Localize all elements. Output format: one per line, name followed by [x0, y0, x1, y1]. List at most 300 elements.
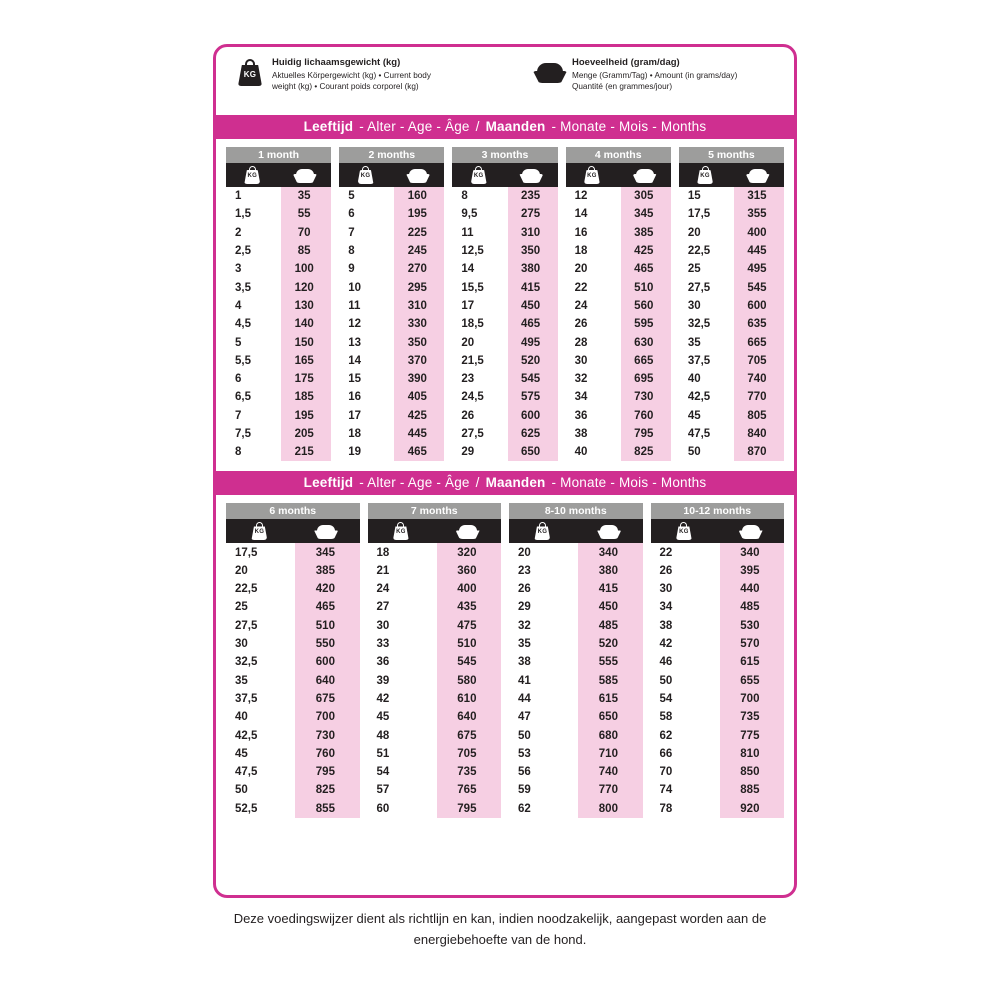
table-row: [509, 708, 643, 726]
amount-cell: 545: [508, 370, 558, 388]
amount-cell: 650: [508, 443, 558, 461]
table-row: [339, 205, 444, 223]
column-header: 6 months: [226, 503, 360, 519]
bowl-icon-cell: [434, 519, 501, 543]
column-rows: [368, 543, 502, 817]
amount-cell: 640: [295, 672, 359, 690]
amount-cell: 420: [295, 580, 359, 598]
column-rows: [452, 187, 557, 461]
weight-cell: 20: [509, 543, 578, 561]
bowl-icon-cell: [279, 163, 332, 187]
amount-cell: 345: [295, 543, 359, 561]
weight-cell: 13: [339, 333, 394, 351]
weight-cell: 54: [651, 690, 720, 708]
table-row: [226, 672, 360, 690]
amount-cell: 295: [394, 278, 444, 296]
amount-cell: 775: [720, 726, 784, 744]
table-row: [509, 690, 643, 708]
table-row: [452, 425, 557, 443]
bowl-icon-cell: [576, 519, 643, 543]
amount-cell: 235: [508, 187, 558, 205]
kg-icon-cell: [339, 163, 392, 187]
weight-cell: 4,5: [226, 315, 281, 333]
amount-cell: 395: [720, 562, 784, 580]
weight-cell: 48: [368, 726, 437, 744]
amount-cell: 730: [621, 388, 671, 406]
table-row: [651, 763, 785, 781]
amount-cell: 510: [621, 278, 671, 296]
food-bowl-icon: [314, 525, 338, 539]
amount-cell: 425: [621, 242, 671, 260]
weight-cell: 11: [452, 224, 507, 242]
table-row: [509, 726, 643, 744]
table-row: [226, 370, 331, 388]
amount-cell: 445: [394, 425, 444, 443]
table-row: [452, 297, 557, 315]
legend-amount-title: Hoeveelheid (gram/dag): [572, 57, 680, 68]
amount-cell: 795: [295, 763, 359, 781]
amount-cell: 600: [508, 407, 558, 425]
table-row: [452, 407, 557, 425]
table-row: [566, 352, 671, 370]
amount-cell: 55: [281, 205, 331, 223]
column-rows: [679, 187, 784, 461]
age-band-bottom-slash: /: [475, 475, 480, 491]
weight-cell: 25: [226, 598, 295, 616]
weight-cell: 28: [566, 333, 621, 351]
amount-cell: 635: [734, 315, 784, 333]
kg-icon-cell: [651, 519, 718, 543]
table-row: [226, 726, 360, 744]
table-row: [226, 562, 360, 580]
weight-cell: 30: [226, 635, 295, 653]
food-bowl-icon: [597, 525, 621, 539]
amount-cell: 85: [281, 242, 331, 260]
amount-cell: 270: [394, 260, 444, 278]
weight-cell: 7: [339, 224, 394, 242]
weight-cell: 27,5: [452, 425, 507, 443]
column-icon-header: [339, 163, 444, 187]
bowl-icon-cell: [293, 519, 360, 543]
amount-cell: 225: [394, 224, 444, 242]
weight-cell: 40: [679, 370, 734, 388]
table-row: [368, 617, 502, 635]
table-row: [651, 672, 785, 690]
weight-cell: 22: [651, 543, 720, 561]
weight-cell: 3,5: [226, 278, 281, 296]
table-row: [679, 260, 784, 278]
table-row: [368, 690, 502, 708]
weight-cell: 40: [566, 443, 621, 461]
table-row: [226, 333, 331, 351]
amount-cell: 555: [578, 653, 642, 671]
amount-cell: 380: [578, 562, 642, 580]
table-row: [339, 407, 444, 425]
table-row: [339, 224, 444, 242]
amount-cell: 765: [437, 781, 501, 799]
weight-cell: 8: [452, 187, 507, 205]
table-row: [566, 224, 671, 242]
weight-cell: 32: [509, 617, 578, 635]
weight-cell: 62: [509, 800, 578, 818]
weight-cell: 36: [368, 653, 437, 671]
table-row: [226, 278, 331, 296]
amount-cell: 415: [508, 278, 558, 296]
amount-cell: 810: [720, 745, 784, 763]
weight-cell: 27,5: [226, 617, 295, 635]
legend-weight-title: Huidig lichaamsgewicht (kg): [272, 57, 401, 68]
table-row: [651, 562, 785, 580]
amount-cell: 355: [734, 205, 784, 223]
food-bowl-icon: [530, 57, 570, 83]
weight-cell: 40: [226, 708, 295, 726]
legend-amount: [530, 57, 782, 109]
column-icon-header: [651, 519, 785, 543]
table-row: [651, 543, 785, 561]
weight-cell: 26: [452, 407, 507, 425]
kg-weight-icon: KG: [471, 166, 487, 184]
weight-cell: 20: [452, 333, 507, 351]
table-row: [226, 187, 331, 205]
weight-cell: 20: [226, 562, 295, 580]
amount-cell: 330: [394, 315, 444, 333]
amount-cell: 580: [437, 672, 501, 690]
amount-cell: 855: [295, 800, 359, 818]
weight-cell: 18: [566, 242, 621, 260]
table-row: [679, 425, 784, 443]
age-band-top-months: Maanden: [485, 119, 546, 134]
feeding-table-bottom: [216, 495, 794, 817]
table-row: [651, 690, 785, 708]
table-row: [509, 562, 643, 580]
weight-cell: 23: [452, 370, 507, 388]
table-row: [651, 745, 785, 763]
weight-cell: 18: [368, 543, 437, 561]
table-row: [452, 205, 557, 223]
table-row: [651, 653, 785, 671]
table-row: [368, 598, 502, 616]
weight-cell: 24: [566, 297, 621, 315]
kg-icon-cell: [679, 163, 732, 187]
table-row: [226, 352, 331, 370]
amount-cell: 195: [394, 205, 444, 223]
food-bowl-icon: [633, 169, 657, 183]
amount-cell: 615: [578, 690, 642, 708]
table-row: [339, 425, 444, 443]
bowl-icon-cell: [618, 163, 671, 187]
weight-cell: 16: [566, 224, 621, 242]
table-row: [651, 635, 785, 653]
age-band-top-months-tr: - Monate - Mois - Months: [551, 119, 707, 134]
footer-note: [180, 908, 820, 950]
table-row: [226, 635, 360, 653]
amount-cell: 465: [295, 598, 359, 616]
legend-weight: [230, 57, 530, 109]
table-row: [679, 443, 784, 461]
age-band-top: [216, 115, 794, 139]
amount-cell: 770: [734, 388, 784, 406]
weight-cell: 37,5: [226, 690, 295, 708]
weight-cell: 22: [566, 278, 621, 296]
amount-cell: 700: [720, 690, 784, 708]
amount-cell: 680: [578, 726, 642, 744]
feeding-column: [509, 503, 643, 817]
column-header: 3 months: [452, 147, 557, 163]
table-row: [679, 352, 784, 370]
food-bowl-icon: [293, 169, 317, 183]
table-row: [226, 690, 360, 708]
weight-cell: 53: [509, 745, 578, 763]
legend-weight-line-1: Aktuelles Körpergewicht (kg) • Current body: [272, 71, 431, 80]
amount-cell: 920: [720, 800, 784, 818]
amount-cell: 245: [394, 242, 444, 260]
amount-cell: 695: [621, 370, 671, 388]
weight-cell: 38: [509, 653, 578, 671]
table-row: [368, 672, 502, 690]
amount-cell: 380: [508, 260, 558, 278]
feeding-column: [339, 147, 444, 461]
kg-icon-cell: [226, 163, 279, 187]
amount-cell: 675: [295, 690, 359, 708]
weight-cell: 32,5: [226, 653, 295, 671]
amount-cell: 650: [578, 708, 642, 726]
table-row: [679, 278, 784, 296]
food-bowl-icon: [519, 169, 543, 183]
amount-cell: 485: [720, 598, 784, 616]
amount-cell: 450: [578, 598, 642, 616]
amount-cell: 545: [734, 278, 784, 296]
amount-cell: 740: [734, 370, 784, 388]
table-row: [566, 333, 671, 351]
table-row: [651, 598, 785, 616]
amount-cell: 630: [621, 333, 671, 351]
weight-cell: 60: [368, 800, 437, 818]
amount-cell: 465: [508, 315, 558, 333]
amount-cell: 570: [720, 635, 784, 653]
amount-cell: 760: [621, 407, 671, 425]
bowl-icon-cell: [717, 519, 784, 543]
table-row: [339, 352, 444, 370]
weight-cell: 42: [368, 690, 437, 708]
table-row: [226, 543, 360, 561]
weight-cell: 29: [509, 598, 578, 616]
weight-cell: 27,5: [679, 278, 734, 296]
table-row: [226, 443, 331, 461]
amount-cell: 885: [720, 781, 784, 799]
weight-cell: 5,5: [226, 352, 281, 370]
weight-cell: 21,5: [452, 352, 507, 370]
food-bowl-icon: [746, 169, 770, 183]
amount-cell: 345: [621, 205, 671, 223]
amount-cell: 100: [281, 260, 331, 278]
weight-cell: 3: [226, 260, 281, 278]
weight-cell: 47: [509, 708, 578, 726]
table-row: [226, 580, 360, 598]
amount-cell: 840: [734, 425, 784, 443]
feeding-column: [566, 147, 671, 461]
amount-cell: 465: [621, 260, 671, 278]
weight-cell: 26: [566, 315, 621, 333]
kg-weight-icon: KG: [697, 166, 713, 184]
amount-cell: 405: [394, 388, 444, 406]
table-row: [679, 187, 784, 205]
weight-cell: 59: [509, 781, 578, 799]
table-row: [452, 370, 557, 388]
weight-cell: 7,5: [226, 425, 281, 443]
amount-cell: 735: [437, 763, 501, 781]
weight-cell: 50: [651, 672, 720, 690]
weight-cell: 32,5: [679, 315, 734, 333]
amount-cell: 675: [437, 726, 501, 744]
table-row: [679, 370, 784, 388]
weight-cell: 26: [509, 580, 578, 598]
amount-cell: 160: [394, 187, 444, 205]
amount-cell: 870: [734, 443, 784, 461]
weight-cell: 1,5: [226, 205, 281, 223]
table-row: [509, 635, 643, 653]
weight-cell: 33: [368, 635, 437, 653]
table-row: [651, 580, 785, 598]
amount-cell: 195: [281, 407, 331, 425]
table-row: [509, 781, 643, 799]
weight-cell: 15,5: [452, 278, 507, 296]
table-row: [679, 224, 784, 242]
table-row: [566, 388, 671, 406]
amount-cell: 520: [508, 352, 558, 370]
bowl-icon-cell: [731, 163, 784, 187]
column-header: 2 months: [339, 147, 444, 163]
amount-cell: 120: [281, 278, 331, 296]
weight-cell: 44: [509, 690, 578, 708]
table-row: [368, 543, 502, 561]
table-row: [651, 781, 785, 799]
weight-cell: 19: [339, 443, 394, 461]
amount-cell: 850: [720, 763, 784, 781]
table-row: [452, 443, 557, 461]
weight-cell: 45: [368, 708, 437, 726]
weight-cell: 14: [452, 260, 507, 278]
footer-note-line-1: Deze voedingswijzer dient als richtlijn en kan, indien noodzakelijk, aangepast worden aan de: [233, 911, 767, 926]
weight-cell: 54: [368, 763, 437, 781]
weight-cell: 78: [651, 800, 720, 818]
weight-cell: 20: [679, 224, 734, 242]
column-icon-header: [226, 163, 331, 187]
kg-icon-cell: [368, 519, 435, 543]
table-row: [566, 443, 671, 461]
weight-cell: 57: [368, 781, 437, 799]
weight-cell: 42,5: [679, 388, 734, 406]
age-band-bottom-months-tr: - Monate - Mois - Months: [551, 475, 707, 491]
amount-cell: 665: [621, 352, 671, 370]
amount-cell: 440: [720, 580, 784, 598]
column-header: 1 month: [226, 147, 331, 163]
amount-cell: 600: [734, 297, 784, 315]
table-row: [679, 388, 784, 406]
amount-cell: 340: [578, 543, 642, 561]
table-row: [566, 407, 671, 425]
amount-cell: 550: [295, 635, 359, 653]
weight-cell: 35: [226, 672, 295, 690]
table-row: [226, 617, 360, 635]
table-row: [339, 333, 444, 351]
amount-cell: 560: [621, 297, 671, 315]
column-icon-header: [566, 163, 671, 187]
weight-cell: 8: [339, 242, 394, 260]
amount-cell: 450: [508, 297, 558, 315]
weight-cell: 5: [226, 333, 281, 351]
column-icon-header: [226, 519, 360, 543]
age-band-bottom-age: Leeftijd: [303, 475, 354, 491]
column-header: 5 months: [679, 147, 784, 163]
amount-cell: 310: [394, 297, 444, 315]
column-icon-header: [452, 163, 557, 187]
amount-cell: 825: [295, 781, 359, 799]
weight-cell: 36: [566, 407, 621, 425]
feeding-column: [679, 147, 784, 461]
column-rows: [509, 543, 643, 817]
table-row: [566, 187, 671, 205]
weight-cell: 10: [339, 278, 394, 296]
weight-cell: 38: [566, 425, 621, 443]
table-row: [452, 315, 557, 333]
table-row: [226, 653, 360, 671]
weight-cell: 35: [509, 635, 578, 653]
table-row: [226, 598, 360, 616]
feeding-guide-card: [213, 44, 797, 898]
amount-cell: 360: [437, 562, 501, 580]
amount-cell: 320: [437, 543, 501, 561]
table-row: [452, 352, 557, 370]
table-row: [452, 242, 557, 260]
amount-cell: 710: [578, 745, 642, 763]
table-row: [226, 407, 331, 425]
weight-cell: 30: [679, 297, 734, 315]
amount-cell: 665: [734, 333, 784, 351]
amount-cell: 600: [295, 653, 359, 671]
amount-cell: 700: [295, 708, 359, 726]
amount-cell: 805: [734, 407, 784, 425]
amount-cell: 175: [281, 370, 331, 388]
table-row: [339, 242, 444, 260]
weight-cell: 74: [651, 781, 720, 799]
amount-cell: 485: [578, 617, 642, 635]
table-row: [566, 297, 671, 315]
weight-cell: 34: [651, 598, 720, 616]
feeding-column: [452, 147, 557, 461]
age-band-top-age-tr: - Alter - Age - Âge: [359, 119, 470, 134]
table-row: [452, 333, 557, 351]
legend-amount-line-2: Quantité (en grammes/jour): [572, 81, 673, 91]
kg-weight-icon: KG: [534, 522, 550, 540]
table-row: [339, 370, 444, 388]
table-row: [368, 781, 502, 799]
amount-cell: 510: [295, 617, 359, 635]
weight-cell: 8: [226, 443, 281, 461]
weight-cell: 70: [651, 763, 720, 781]
amount-cell: 425: [394, 407, 444, 425]
table-row: [679, 297, 784, 315]
weight-cell: 7: [226, 407, 281, 425]
amount-cell: 625: [508, 425, 558, 443]
weight-cell: 15: [679, 187, 734, 205]
weight-cell: 41: [509, 672, 578, 690]
amount-cell: 340: [720, 543, 784, 561]
amount-cell: 400: [437, 580, 501, 598]
column-icon-header: [679, 163, 784, 187]
weight-cell: 62: [651, 726, 720, 744]
feeding-column: [226, 503, 360, 817]
table-row: [566, 242, 671, 260]
